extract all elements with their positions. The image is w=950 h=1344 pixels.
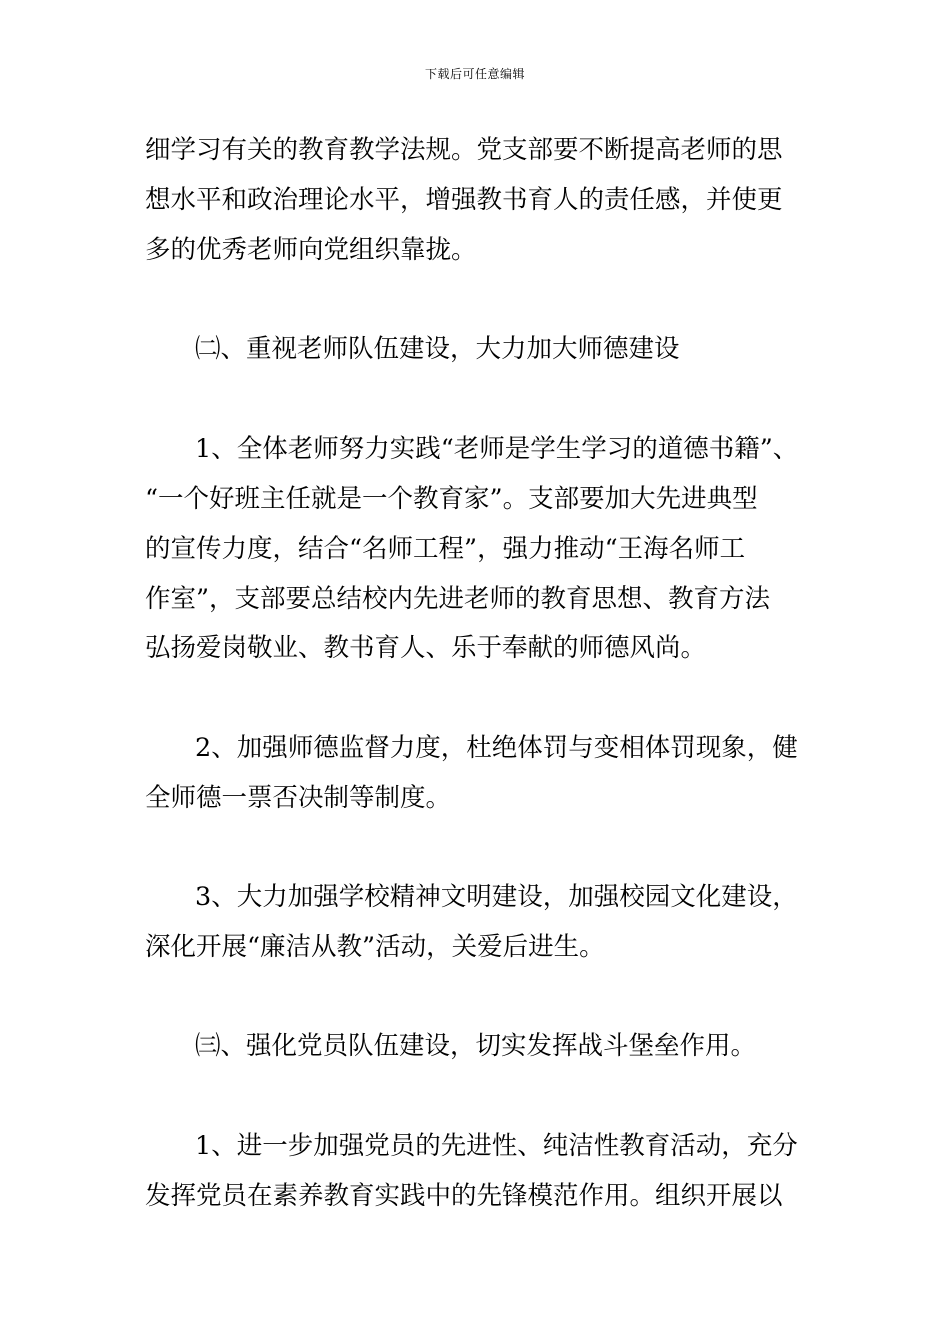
paragraph-line: 弘扬爱岗敬业、教书育人、乐于奉献的师德风尚。 [145,633,707,663]
paragraph-line: 1、全体老师努力实践“老师是学生学习的道德书籍”、 [195,434,799,464]
section-heading-2: ㈡、重视老师队伍建设，大力加大师德建设 [195,334,680,364]
paragraph-line: 发挥党员在素养教育实践中的先锋模范作用。组织开展以 [145,1181,783,1211]
paragraph-line: “一个好班主任就是一个教育家”。支部要加大先进典型 [145,484,758,514]
page-header: 下载后可任意编辑 [424,67,525,81]
paragraph-line: 作室”，支部要总结校内先进老师的教育思想、教育方法 [145,584,771,614]
section-heading-3: ㈢、强化党员队伍建设，切实发挥战斗堡垒作用。 [195,1031,757,1061]
paragraph-line: 2、加强师德监督力度，杜绝体罚与变相体罚现象，健 [195,733,798,763]
paragraph-line: 多的优秀老师向党组织靠拢。 [145,235,477,265]
paragraph-line: 想水平和政治理论水平，增强教书育人的责任感，并使更 [145,185,783,215]
paragraph-line: 的宣传力度，结合“名师工程”，强力推动“王海名师工 [145,534,746,564]
paragraph-line: 细学习有关的教育教学法规。党支部要不断提高老师的思 [145,135,783,165]
paragraph-line: 深化开展“廉洁从教”活动，关爱后进生。 [145,932,605,962]
paragraph-line: 全师德一票否决制等制度。 [145,783,452,813]
paragraph-line: 3、大力加强学校精神文明建设，加强校园文化建设， [195,882,798,912]
paragraph-line: 1、进一步加强党员的先进性、纯洁性教育活动，充分 [195,1131,798,1161]
